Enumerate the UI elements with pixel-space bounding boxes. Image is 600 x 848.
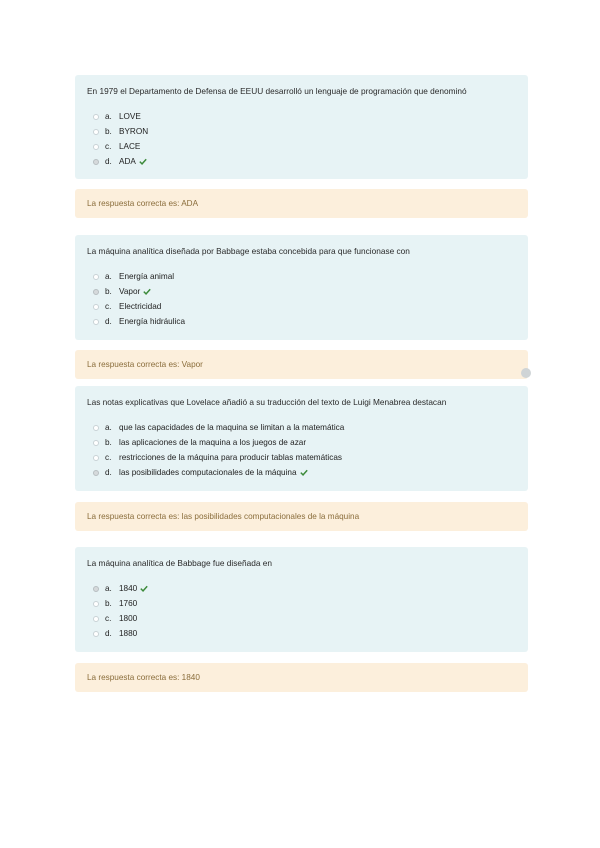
answer-text: 1800 <box>119 614 138 623</box>
feedback-correct-answer: La respuesta correcta es: 1840 <box>75 663 528 692</box>
radio-button[interactable] <box>93 440 99 446</box>
answer-letter: b. <box>105 438 112 447</box>
answer-letter: b. <box>105 287 112 296</box>
answer-list <box>87 109 516 169</box>
answer-option[interactable] <box>87 611 516 626</box>
question-card <box>75 386 528 491</box>
answer-text: ADA <box>119 157 136 166</box>
radio-button[interactable] <box>93 289 99 295</box>
answer-option[interactable] <box>87 450 516 465</box>
question-text: En 1979 el Departamento de Defensa de EEUU desarrolló un lenguaje de programación que denominó <box>87 86 467 96</box>
answer-option[interactable] <box>87 139 516 154</box>
radio-button[interactable] <box>93 601 99 607</box>
question-text: La máquina analítica de Babbage fue diseñada en <box>87 558 272 568</box>
answer-option[interactable] <box>87 626 516 641</box>
answer-option[interactable] <box>87 154 516 169</box>
check-icon <box>140 585 148 592</box>
answer-option[interactable] <box>87 581 516 596</box>
answer-option[interactable] <box>87 284 516 299</box>
answer-list <box>87 581 516 641</box>
radio-button[interactable] <box>93 455 99 461</box>
radio-button[interactable] <box>93 274 99 280</box>
answer-option[interactable] <box>87 465 516 480</box>
check-icon <box>300 469 308 476</box>
answer-option[interactable] <box>87 124 516 139</box>
answer-text: que las capacidades de la maquina se limitan a la matemática <box>119 423 345 432</box>
answer-option[interactable] <box>87 435 516 450</box>
answer-text: Energía animal <box>119 272 175 281</box>
radio-button[interactable] <box>93 129 99 135</box>
answer-option[interactable] <box>87 299 516 314</box>
question-card <box>75 235 528 340</box>
radio-button[interactable] <box>93 586 99 592</box>
radio-button[interactable] <box>93 304 99 310</box>
question-card <box>75 547 528 652</box>
scroll-handle[interactable] <box>521 368 531 378</box>
answer-text: LACE <box>119 142 141 151</box>
answer-letter: d. <box>105 157 112 166</box>
answer-letter: c. <box>105 614 112 623</box>
answer-letter: c. <box>105 142 112 151</box>
answer-letter: a. <box>105 112 112 121</box>
answer-letter: d. <box>105 468 112 477</box>
answer-text: Energía hidráulica <box>119 317 185 326</box>
radio-button[interactable] <box>93 470 99 476</box>
answer-text: 1840 <box>119 584 138 593</box>
radio-button[interactable] <box>93 319 99 325</box>
answer-text: restricciones de la máquina para producir tablas matemáticas <box>119 453 342 462</box>
radio-button[interactable] <box>93 616 99 622</box>
answer-text: 1760 <box>119 599 138 608</box>
answer-list <box>87 420 516 480</box>
radio-button[interactable] <box>93 114 99 120</box>
answer-letter: d. <box>105 317 112 326</box>
answer-text: las aplicaciones de la maquina a los juegos de azar <box>119 438 307 447</box>
answer-letter: d. <box>105 629 112 638</box>
answer-letter: b. <box>105 599 112 608</box>
feedback-correct-answer: La respuesta correcta es: las posibilidades computacionales de la máquina <box>75 502 528 531</box>
radio-button[interactable] <box>93 631 99 637</box>
radio-button[interactable] <box>93 144 99 150</box>
answer-text: las posibilidades computacionales de la máquina <box>119 468 297 477</box>
answer-option[interactable] <box>87 269 516 284</box>
answer-option[interactable] <box>87 109 516 124</box>
answer-text: 1880 <box>119 629 138 638</box>
answer-letter: a. <box>105 584 112 593</box>
question-card <box>75 75 528 179</box>
answer-option[interactable] <box>87 596 516 611</box>
answer-text: LOVE <box>119 112 141 121</box>
answer-list <box>87 269 516 329</box>
answer-letter: c. <box>105 453 112 462</box>
answer-option[interactable] <box>87 314 516 329</box>
check-icon <box>143 288 151 295</box>
feedback-correct-answer: La respuesta correcta es: ADA <box>75 189 528 218</box>
radio-button[interactable] <box>93 425 99 431</box>
feedback-correct-answer: La respuesta correcta es: Vapor <box>75 350 528 379</box>
answer-text: Vapor <box>119 287 141 296</box>
answer-letter: a. <box>105 423 112 432</box>
answer-letter: b. <box>105 127 112 136</box>
question-text: Las notas explicativas que Lovelace añadió a su traducción del texto de Luigi Menabrea destacan <box>87 397 447 407</box>
question-text: La máquina analítica diseñada por Babbage estaba concebida para que funcionase con <box>87 246 410 256</box>
answer-option[interactable] <box>87 420 516 435</box>
answer-text: BYRON <box>119 127 149 136</box>
check-icon <box>139 158 147 165</box>
radio-button[interactable] <box>93 159 99 165</box>
answer-text: Electricidad <box>119 302 162 311</box>
answer-letter: c. <box>105 302 112 311</box>
answer-letter: a. <box>105 272 112 281</box>
